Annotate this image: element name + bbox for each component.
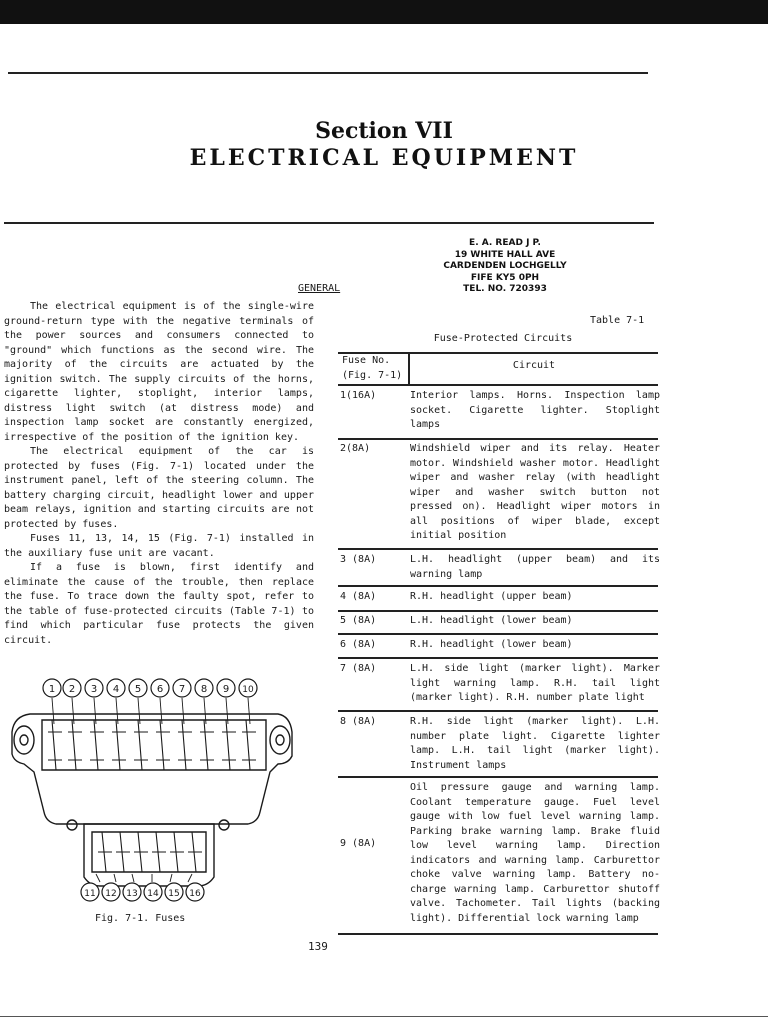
fuse-block-figure: [8, 672, 298, 907]
row-rule: [338, 610, 658, 612]
fuse-cell: 7 (8A): [340, 663, 377, 674]
fuse-label: 12: [105, 889, 117, 899]
fuse-label: 13: [126, 889, 138, 899]
bottom-rule: [0, 1016, 768, 1017]
fuse-block-drawing: [8, 672, 298, 907]
fuse-label: 10: [242, 685, 254, 695]
fuse-label: 16: [189, 889, 201, 899]
fuse-label: 15: [168, 889, 180, 899]
fuse-label: 11: [84, 889, 96, 899]
stamp-line: E. A. READ J P.: [469, 238, 541, 248]
fuse-label: 9: [222, 684, 230, 695]
circuit-cell: R.H. headlight (lower beam): [410, 639, 573, 650]
fuse-cell: 2(8A): [340, 443, 371, 454]
stamp-line: FIFE KY5 0PH: [470, 272, 540, 283]
section-title: ELECTRICAL EQUIPMENT: [189, 145, 579, 171]
paragraph: If a fuse is blown, first identify and eliminate the cause of the trouble, then replace the fuse. To trace down the faulty spot, refer to the table of fuse-protected circuits (Table 7-1) to find which particular fuse protects the given circuit.: [4, 562, 314, 646]
stamp-line: CARDENDEN LOCHGELLY: [443, 261, 567, 271]
fuse-label: 6: [156, 684, 164, 695]
fuse-label: 8: [200, 684, 208, 695]
page-number: 139: [308, 940, 328, 953]
row-rule: [338, 548, 658, 550]
paragraph: The electrical equipment is of the single-wire ground-return type with the negative terminals of the power sources and consumers connected to "ground" which functions as the second wire. The majority of the circuits are actuated by the ignition switch. The supply circuits of the horns, cigarette lighter, stoplight, interior lamps, distress light switch (at distress mode) and inspection lamp socket are constantly energized, irrespective of the position of the ignition key.: [4, 301, 314, 443]
circuit-cell: R.H. headlight (upper beam): [410, 591, 573, 602]
fuse-cell: 9 (8A): [340, 838, 377, 849]
row-rule: [338, 585, 658, 587]
row-rule: [338, 438, 658, 440]
fuse-cell: 6 (8A): [340, 639, 377, 650]
fuse-cell: 4 (8A): [340, 591, 377, 602]
fuse-label: 7: [178, 684, 186, 695]
row-rule: [338, 657, 658, 659]
top-rule: [8, 72, 648, 74]
row-rule: [338, 776, 658, 778]
fuse-cell: 1(16A): [340, 390, 377, 401]
paragraph: The electrical equipment of the car is protected by fuses (Fig. 7-1) located under the instrument panel, left of the steering column. The battery charging circuit, headlight lower and upper beam relays, ignition and starting circuits are not protected by fuses.: [4, 446, 314, 530]
table-bottom-rule: [338, 933, 658, 935]
owner-stamp: [430, 238, 580, 296]
row-rule: [338, 633, 658, 635]
table-number: Table 7-1: [590, 315, 645, 326]
fuse-cell: 8 (8A): [340, 716, 377, 727]
fuse-cell: 3 (8A): [340, 554, 377, 565]
figure-caption: Fig. 7-1. Fuses: [95, 913, 186, 924]
general-heading: GENERAL: [298, 283, 341, 294]
stamp-line: 19 WHITE HALL AVE: [454, 249, 556, 260]
table-caption: Fuse-Protected Circuits: [433, 333, 573, 344]
body-text: [4, 300, 314, 648]
section-number: Section VII: [315, 118, 453, 144]
header-circuit: Circuit: [512, 360, 556, 371]
fuse-label: 3: [90, 684, 98, 695]
circuit-cell: L.H. side light (marker light). Marker light warning lamp. R.H. tail light (marker light). R.H. number plate light: [410, 663, 660, 703]
circuit-cell: Windshield wiper and its relay. Heater motor. Windshield washer motor. Headlight wiper and washer relay (with headlight wiper and washer switch button not pressed on). Headlight wiper motors in all positions of wiper blade, except initial position: [410, 443, 660, 541]
stamp-line: TEL. NO. 720393: [463, 284, 547, 294]
header-rule: [338, 384, 658, 386]
paragraph: Fuses 11, 13, 14, 15 (Fig. 7-1) installed in the auxiliary fuse unit are vacant.: [4, 533, 314, 559]
scan-top-band: [0, 0, 768, 24]
circuit-cell: L.H. headlight (lower beam): [410, 615, 573, 626]
title-rule: [4, 222, 654, 224]
fuse-label: 2: [68, 684, 76, 695]
fuse-cell: 5 (8A): [340, 615, 377, 626]
fuse-label: 1: [48, 684, 56, 695]
row-rule: [338, 710, 658, 712]
fuse-label: 4: [112, 684, 120, 695]
fuse-label: 5: [134, 684, 142, 695]
circuit-cell: L.H. headlight (upper beam) and its warning lamp: [410, 554, 660, 580]
circuit-cell: Oil pressure gauge and warning lamp. Coolant temperature gauge. Fuel level gauge with low fuel level warning lamp. Parking brake warning lamp. Brake fluid low level warning lamp. Direction indicators and warning lamp. Carburettor choke valve warning lamp. Battery no-charge warning lamp. Carburettor shutoff valve. Tachometer. Tail lights (backing light). Differential lock warning lamp: [410, 782, 660, 924]
fuse-label: 14: [147, 889, 159, 899]
header-fuse-no: Fuse No. (Fig. 7-1): [342, 355, 403, 381]
circuit-cell: R.H. side light (marker light). L.H. number plate light. Cigarette lighter lamp. L.H. tail light (marker light). Instrument lamps: [410, 716, 660, 771]
circuit-cell: Interior lamps. Horns. Inspection lamp socket. Cigarette lighter. Stoplight lamps: [410, 390, 660, 430]
